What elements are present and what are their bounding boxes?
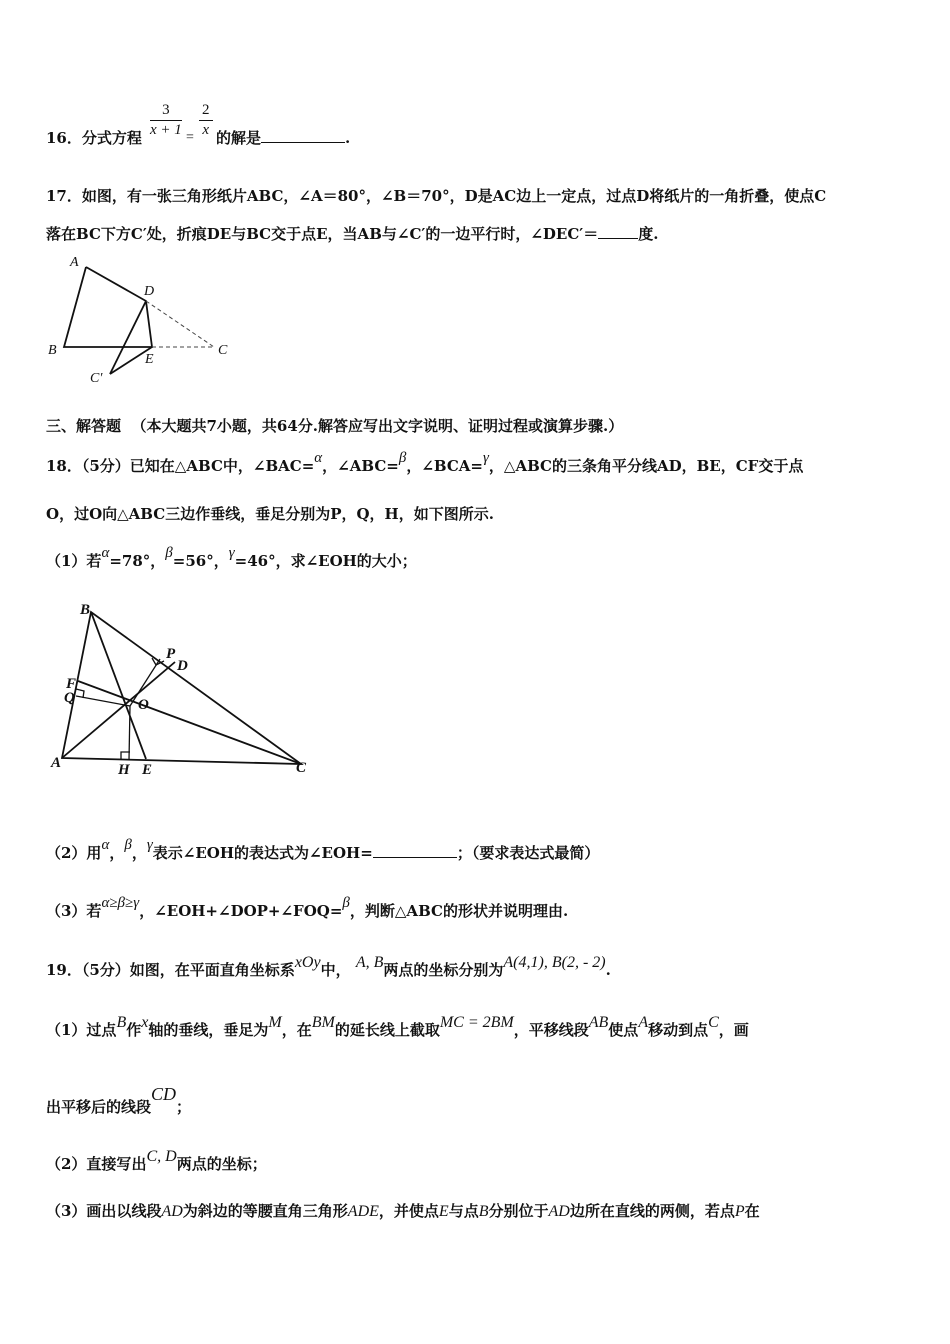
q16-end: . [345, 129, 351, 147]
q18-p1-text-b: =78°， [109, 552, 166, 570]
q18-p1-text-d: =46°，求∠EOH的大小； [234, 552, 417, 570]
q16-frac1-denominator: x + 1 [150, 122, 182, 138]
q18-label-q: Q [64, 690, 75, 706]
q19-p1-cd: CD [151, 1084, 177, 1104]
q18-bisector-be [91, 612, 146, 759]
q16-equals: = [186, 130, 194, 145]
q18-p3-text-c: ，判断△ABC的形状并说明理由. [349, 902, 569, 920]
section-3-heading [46, 416, 623, 436]
q18-p1-gamma: γ [228, 545, 235, 561]
q17-line-1: 17．如图，有一张三角形纸片ABC，∠A＝80°，∠B＝70°，D是AC边上一定点，过点D将纸片的一角折叠，使点C [46, 187, 827, 205]
q19-coords: A(4,1), B(2, - 2) [503, 954, 606, 971]
q18-text-c: ，∠BCA= [406, 457, 483, 475]
q17-line-2 [46, 224, 658, 244]
q17-polygon-abed [64, 267, 155, 347]
q19-p1-f: ，平移线段 [513, 1021, 589, 1039]
q18-label-d: D [177, 658, 188, 674]
q18-p1-beta: β [165, 545, 173, 561]
q19-p1-m: M [268, 1014, 282, 1031]
q19-p1-j: 出平移后的线段 [46, 1098, 152, 1116]
q19-xoy: xOy [294, 954, 321, 971]
q18-p1-alpha: α [101, 545, 110, 561]
q18-p2-beta: β [124, 837, 132, 853]
q18-label-c: C [296, 760, 307, 776]
q16-frac2-numerator: 2 [199, 102, 213, 121]
q18-part-1 [46, 545, 417, 572]
q19-p1-a-pt: A [638, 1014, 649, 1031]
q18-text-d: ，△ABC的三条角平分线AD，BE，CF交于点 [488, 457, 804, 475]
q19-p1-k: ； [176, 1098, 192, 1116]
q18-p3-beta: β [117, 895, 126, 911]
q19-p1-bm: BM [311, 1014, 335, 1031]
q18-line-1 [46, 450, 804, 477]
q19-text-b: 中， [320, 961, 351, 979]
q17-label-c: C [218, 343, 228, 358]
q19-part-1-cont [46, 1084, 192, 1117]
q16-tail [216, 128, 350, 148]
q18-label-a: A [51, 755, 62, 771]
q16-prefix: 16．分式方程 [46, 129, 142, 147]
q19-p3-ad: AD [161, 1203, 183, 1220]
q18-p2-text-a: （2）用 [46, 844, 102, 862]
q18-p1-text-a: （1）若 [46, 552, 102, 570]
q18-p3-alpha: α [101, 895, 110, 911]
q19-p3-g: 在 [744, 1202, 760, 1220]
q18-beta: β [398, 450, 407, 466]
q19-p1-ab: AB [588, 1014, 609, 1031]
q18-p3-text-a: （3）若 [46, 902, 102, 920]
q18-p2-gamma: γ [146, 837, 153, 853]
q18-text-b: ，∠ABC= [322, 457, 399, 475]
q19-p1-c-pt: C [708, 1014, 719, 1031]
q16-answer-blank [261, 142, 345, 143]
q18-line-2: O，过O向△ABC三边作垂线，垂足分别为P，Q，H，如下图所示. [46, 505, 494, 523]
q16-fraction-2 [199, 102, 213, 139]
q18-p2-text-e: ；（要求表达式最简） [456, 844, 600, 862]
q17-label-e: E [145, 352, 154, 367]
q19-line-1 [46, 954, 611, 981]
q18-label-p: P [166, 646, 176, 662]
q19-p3-a: （3）画出以线段 [46, 1202, 162, 1220]
q18-p3-text-b: ，∠EOH+∠DOP+∠FOQ= [139, 902, 343, 920]
q18-text-a: 18．（5分）已知在△ABC中，∠BAC= [46, 457, 315, 475]
q18-p3-beta-2: β [342, 895, 350, 911]
q19-p3-ad-2: AD [548, 1203, 570, 1220]
q19-part-3 [46, 1201, 760, 1222]
q16-frac2-denominator: x [202, 122, 210, 138]
q19-part-2 [46, 1148, 267, 1175]
q18-part-2 [46, 837, 600, 864]
q16-line [46, 128, 142, 148]
q18-alpha: α [314, 450, 323, 466]
q19-p1-d: ，在 [281, 1021, 312, 1039]
q18-p3-ge-1: ≥ [109, 895, 118, 911]
q18-p1-text-c: =56°， [172, 552, 229, 570]
q18-p2-answer-blank [373, 857, 457, 858]
q19-p1-i: ，画 [718, 1021, 749, 1039]
q18-label-o: O [138, 697, 149, 713]
q17-line-2-end: 度. [638, 225, 659, 243]
q19-p3-b-pt: B [478, 1203, 489, 1220]
q18-p2-text-b: ， [109, 844, 125, 862]
q18-label-h: H [118, 762, 130, 778]
q18-label-f: F [66, 676, 77, 692]
q19-p1-b: 作 [126, 1021, 142, 1039]
q19-p1-a: （1）过点 [46, 1021, 117, 1039]
q17-answer-blank [598, 238, 638, 239]
q16-suffix: 的解是 [216, 129, 262, 147]
q19-p1-x: x [141, 1014, 149, 1031]
q19-p1-mc: MC = 2BM [439, 1014, 514, 1031]
q17-dashed-dc [146, 301, 214, 347]
q18-gamma: γ [482, 450, 489, 466]
q19-p2-b: 两点的坐标； [176, 1155, 267, 1173]
q19-ab: A, B [355, 954, 384, 971]
q18-p3-ge-2: ≥ [125, 895, 134, 911]
q17-label-cp: C′ [90, 371, 103, 386]
q19-p3-f: 边所在直线的两侧，若点 [569, 1202, 735, 1220]
q18-bisector-cf [78, 681, 301, 764]
q16-frac1-numerator: 3 [150, 102, 182, 121]
q19-p2-a: （2）直接写出 [46, 1155, 147, 1173]
section-3-title: 三、解答题 [46, 417, 122, 435]
q19-p2-cd: C, D [146, 1148, 177, 1165]
q18-p2-alpha: α [101, 837, 110, 853]
q19-p1-g: 使点 [608, 1021, 639, 1039]
q17-line-2-text: 落在BC下方C′处，折痕DE与BC交于点E，当AB与∠C′的一边平行时，∠DEC′＝ [46, 225, 599, 243]
q19-p3-d: 与点 [448, 1202, 479, 1220]
q17-figure [44, 248, 244, 388]
q18-p2-text-d: 表示∠EOH的表达式为∠EOH= [152, 844, 373, 862]
q17-label-d: D [144, 284, 155, 299]
q19-part-1 [46, 1014, 749, 1041]
q18-p3-gamma: γ [133, 895, 140, 911]
q17-label-a: A [70, 255, 79, 270]
q19-p3-e-text: 分别位于 [488, 1202, 549, 1220]
q17-label-b: B [48, 343, 57, 358]
q19-p1-h: 移动到点 [648, 1021, 709, 1039]
q19-text-d: . [605, 961, 611, 979]
q19-text-a: 19．（5分）如图，在平面直角坐标系 [46, 961, 295, 979]
section-3-note: （本大题共7小题，共64分.解答应写出文字说明、证明过程或演算步骤.） [131, 417, 624, 435]
q18-part-3 [46, 895, 569, 922]
q19-text-c: 两点的坐标分别为 [383, 961, 504, 979]
q19-p3-p: P [734, 1203, 745, 1220]
q18-figure [46, 596, 326, 786]
q19-p3-e: E [438, 1203, 449, 1220]
q18-label-e: E [142, 762, 153, 778]
q19-p3-ade: ADE [347, 1203, 379, 1220]
q19-p1-b-pt: B [116, 1014, 127, 1031]
q18-p2-text-c: ， [131, 844, 147, 862]
q19-p1-e: 的延长线上截取 [334, 1021, 440, 1039]
q19-p3-c: ，并使点 [378, 1202, 439, 1220]
q16-fraction-1 [150, 102, 182, 139]
q18-label-b: B [80, 602, 91, 618]
q19-p3-b: 为斜边的等腰直角三角形 [182, 1202, 348, 1220]
q19-p1-c: 轴的垂线，垂足为 [148, 1021, 269, 1039]
